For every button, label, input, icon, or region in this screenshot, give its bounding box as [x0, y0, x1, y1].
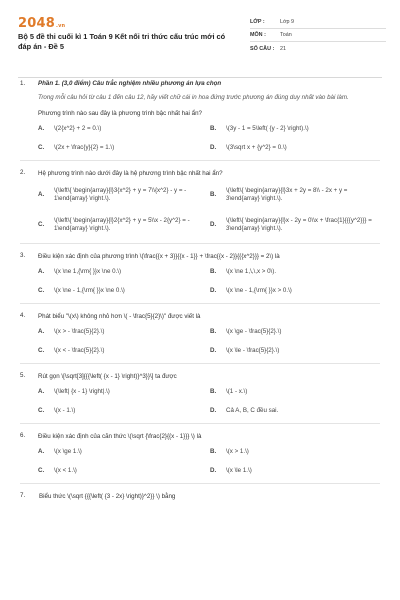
option-label: A. [38, 125, 45, 132]
question-body [38, 80, 380, 152]
answer-option[interactable] [210, 215, 380, 235]
meta-row-subject [250, 29, 386, 42]
option-label: B. [210, 388, 217, 395]
option-text: \(3\sqrt x + {y^2} = 0.\) [226, 143, 287, 151]
option-label: D. [210, 286, 217, 294]
answer-option[interactable] [210, 125, 380, 134]
answer-option[interactable] [38, 287, 210, 296]
document-header [18, 16, 386, 74]
option-label: C. [38, 346, 45, 354]
option-text: \(\left\{ \begin{array}{l}3x + 2y = 8\\ - 2x + y = 3\end{array} \right.\). [226, 186, 348, 202]
meta-value: Toán [280, 32, 292, 38]
question-divider [20, 483, 380, 484]
question-number: 5. [20, 372, 26, 379]
question-body [38, 312, 380, 355]
option-text: \(x \le - \frac{5}{2}.\) [226, 346, 280, 354]
option-text: \(x \ne - 1,{\rm{ }}x > 0.\) [226, 286, 292, 294]
question-text: Điều kiện xác định của căn thức \(\sqrt {\frac{2}{{x - 1}}} \) là [38, 433, 202, 440]
meta-value: Lớp 9 [280, 19, 295, 25]
option-label: B. [210, 190, 217, 198]
meta-row-grade [250, 16, 386, 29]
meta-value: 21 [280, 45, 286, 52]
option-label: C. [38, 220, 45, 228]
part-title: Phần 1. (3,0 điểm) Câu trắc nghiệm nhiều phương án lựa chọn [38, 80, 222, 87]
question-text: Biểu thức \(\sqrt {{{\left( {3 - 2x} \right)}^2}} \) bằng [39, 493, 176, 500]
answer-options [38, 448, 380, 475]
answer-option[interactable] [210, 185, 380, 205]
option-text: \(x \ge 1.\) [54, 448, 82, 455]
option-label: D. [210, 406, 217, 414]
answer-option[interactable] [38, 347, 210, 356]
logo-suffix: .vn [55, 23, 66, 29]
question-item [20, 492, 380, 501]
question-item [20, 432, 380, 475]
question-text: Phát biểu "\(x\) không nhỏ hơn \( - \frac{5}{2}\)" được viết là [38, 313, 201, 320]
answer-option[interactable] [210, 328, 380, 337]
question-text: Phương trình nào sau đây là phương trình bậc nhất hai ẩn? [38, 110, 202, 117]
option-label: C. [38, 466, 45, 474]
answer-option[interactable] [210, 388, 380, 397]
question-body [39, 492, 380, 501]
option-text: \(1 - x.\) [226, 388, 248, 395]
answer-option[interactable] [38, 407, 210, 416]
answer-option[interactable] [210, 467, 380, 476]
answer-option[interactable] [210, 347, 380, 356]
answer-option[interactable] [210, 268, 380, 277]
option-text: \(x > - \frac{5}{2}.\) [54, 328, 105, 335]
answer-options [38, 185, 380, 235]
option-label: A. [38, 268, 45, 275]
option-text: \(x - 1.\) [54, 406, 76, 414]
question-text: Điều kiện xác định của phương trình \(\frac{{x + 3}}{{x - 1}} + \frac{{x - 2}}{{{x^2}}} = 2\) là [38, 253, 280, 260]
option-label: D. [210, 220, 217, 228]
option-label: C. [38, 143, 45, 151]
option-text: \(\left\{ \begin{array}{l}x - 2y = 0\\x + \frac{1}{{{y^2}}} = 3\end{array} \right.\). [226, 216, 372, 232]
answer-option[interactable] [38, 215, 210, 235]
option-text: \(x \ne 1,\,\,x > 0\). [226, 268, 277, 275]
document-meta-table [250, 16, 386, 55]
question-item [20, 169, 380, 235]
meta-row-count [250, 42, 386, 55]
option-label: D. [210, 143, 217, 151]
question-divider [20, 160, 380, 161]
question-item [20, 372, 380, 415]
option-label: B. [210, 328, 217, 335]
option-label: B. [210, 125, 217, 132]
option-text: Cả A, B, C đều sai. [226, 406, 279, 414]
option-label: A. [38, 448, 45, 455]
option-text: \(\left\{ \begin{array}{l}3{x^2} + y = 7\\{x^2} - y = - 1\end{array} \right.\). [54, 186, 187, 202]
meta-label: LỚP : [250, 19, 265, 25]
option-label: B. [210, 448, 217, 455]
option-text: \(x \le 1.\) [226, 466, 252, 474]
option-text: \(2{x^2} + 2 = 0.\) [54, 125, 102, 132]
option-text: \(x \ge - \frac{5}{2}.\) [226, 328, 282, 335]
question-list [20, 80, 380, 501]
question-item [20, 252, 380, 295]
option-label: D. [210, 346, 217, 354]
answer-option[interactable] [38, 125, 210, 134]
question-body [38, 432, 380, 475]
question-divider [20, 363, 380, 364]
answer-options [38, 388, 380, 415]
answer-options [38, 268, 380, 295]
question-divider [20, 423, 380, 424]
question-number: 6. [20, 432, 26, 439]
answer-options [38, 125, 380, 152]
part-instructions: Trong mỗi câu hỏi từ câu 1 đến câu 12, hãy viết chữ cái in hoa đứng trước phương án đúng duy nhất vào bài làm. [38, 94, 349, 101]
option-text: \(\left| {x - 1} \right|.\) [54, 388, 110, 395]
answer-option[interactable] [38, 185, 210, 205]
answer-option[interactable] [38, 144, 210, 153]
option-text: \(3y - 1 = 5\left( {y - 2} \right).\) [226, 125, 309, 132]
question-divider [20, 303, 380, 304]
question-number: 1. [20, 80, 26, 87]
question-number: 4. [20, 312, 26, 319]
meta-label: MÔN : [250, 32, 266, 38]
option-label: C. [38, 406, 45, 414]
question-number: 3. [20, 252, 26, 259]
header-divider [18, 77, 382, 78]
answer-option[interactable] [38, 467, 210, 476]
question-number: 7. [20, 492, 26, 499]
question-body [38, 252, 380, 295]
question-text: Rút gọn \[\sqrt[3]{{{\left( {x - 1} \right)}^3}}\] ta được [38, 373, 177, 380]
option-text: \(x \ne - 1,{\rm{ }}x \ne 0.\) [54, 286, 125, 294]
option-text: \(x < - \frac{5}{2}.\) [54, 346, 105, 354]
answer-option[interactable] [38, 448, 210, 457]
question-text: Hệ phương trình nào dưới đây là hệ phương trình bậc nhất hai ẩn? [38, 170, 223, 177]
option-label: C. [38, 286, 45, 294]
option-label: A. [38, 328, 45, 335]
question-item [20, 312, 380, 355]
option-label: A. [38, 388, 45, 395]
option-label: A. [38, 190, 45, 198]
document-title: Bộ 5 đề thi cuối kì 1 Toán 9 Kết nối tri thức cấu trúc mới có đáp án - Đề 5 [18, 32, 226, 51]
answer-option[interactable] [38, 388, 210, 397]
option-text: \(\left\{ \begin{array}{l}2{x^2} + y = 5\\x - 2{y^2} = - 1\end{array} \right.\). [54, 216, 190, 232]
option-text: \(x < 1.\) [54, 466, 77, 474]
option-text: \(x \ne 1,{\rm{ }}x \ne 0.\) [54, 268, 122, 275]
option-label: D. [210, 466, 217, 474]
option-label: B. [210, 268, 217, 275]
question-divider [20, 243, 380, 244]
answer-option[interactable] [210, 144, 380, 153]
question-item [20, 80, 380, 152]
answer-option[interactable] [38, 268, 210, 277]
question-number: 2. [20, 169, 26, 176]
question-body [38, 372, 380, 415]
meta-label: SỐ CÂU : [250, 45, 275, 52]
option-text: \(2x + \frac{y}{2} = 1.\) [54, 143, 115, 151]
answer-option[interactable] [210, 448, 380, 457]
answer-option[interactable] [38, 328, 210, 337]
answer-options [38, 328, 380, 355]
option-text: \(x > 1.\) [226, 448, 249, 455]
answer-option[interactable] [210, 407, 380, 416]
answer-option[interactable] [210, 287, 380, 296]
logo-main: 2048 [18, 16, 55, 31]
question-body [38, 169, 380, 235]
